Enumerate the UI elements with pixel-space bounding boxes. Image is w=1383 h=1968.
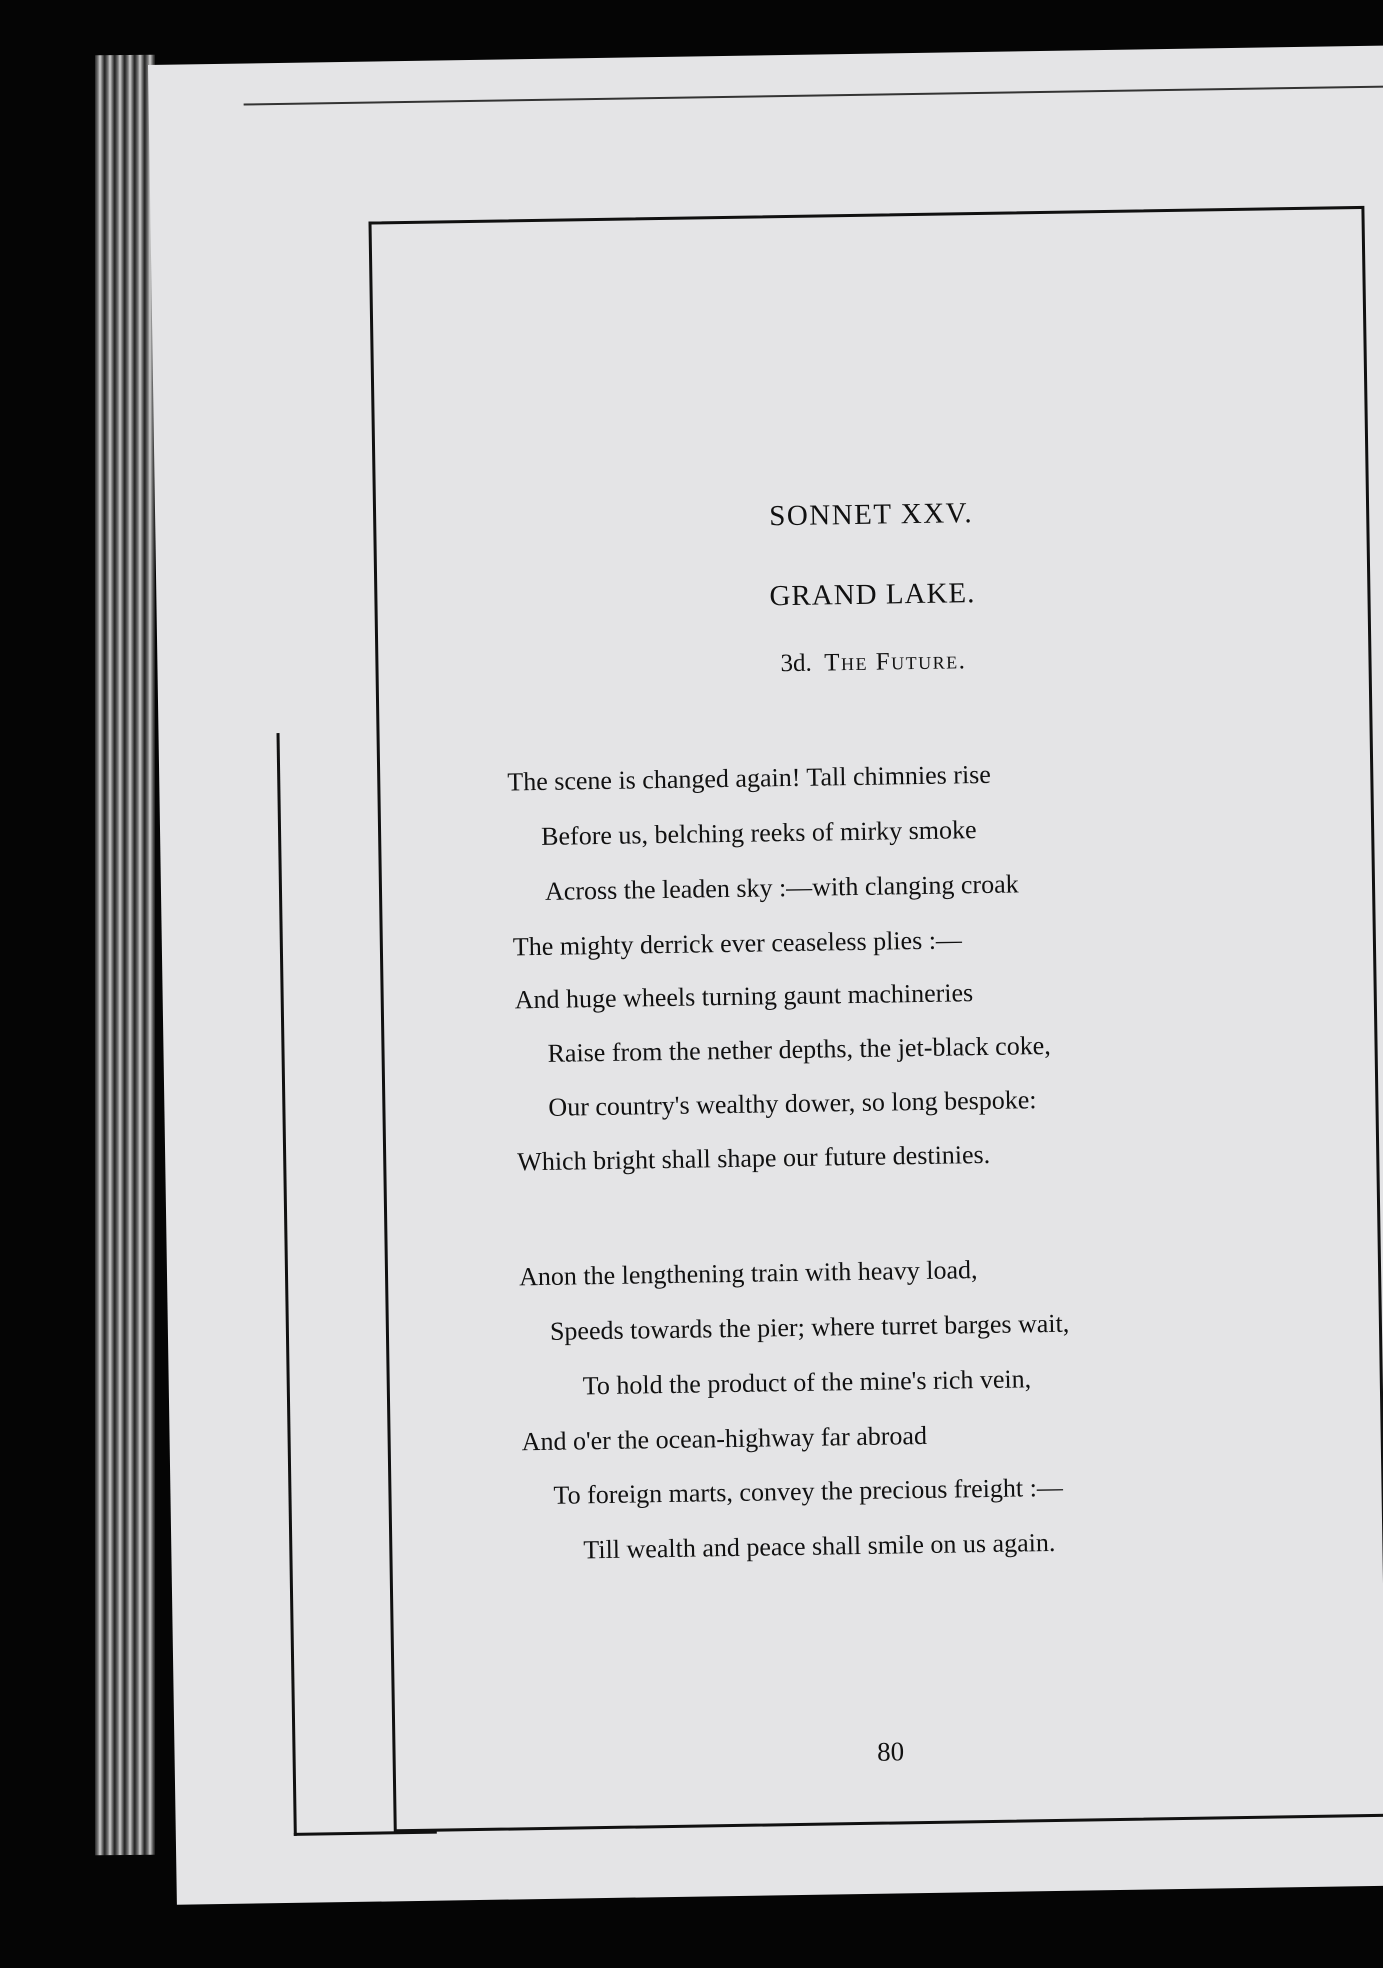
poem-line: Raise from the nether depths, the jet-black coke, [547, 1030, 1051, 1068]
poem-line: Our country's wealthy dower, so long bespoke: [548, 1085, 1037, 1122]
page-top-rule [244, 85, 1383, 105]
poem-line: Across the leaden sky :—with clanging croak [544, 869, 1019, 906]
poem-line: The scene is changed again! Tall chimnies rise [507, 759, 992, 797]
subtitle-number: 3d. [780, 649, 812, 678]
poem-line: Which bright shall shape our future destinies. [517, 1139, 991, 1177]
poem-line: Till wealth and peace shall smile on us again. [583, 1527, 1056, 1565]
poem-line: Before us, belching reeks of mirky smoke [540, 815, 977, 851]
sonnet-title: SONNET XXV. [768, 497, 974, 533]
poem-line: And huge wheels turning gaunt machineries [514, 978, 974, 1015]
book-spine-edge [95, 55, 155, 1856]
poem-line: To hold the product of the mine's rich vein, [582, 1364, 1032, 1401]
poem-line: Anon the lengthening train with heavy load, [518, 1255, 978, 1292]
poem-line: And o'er the ocean-highway far abroad [521, 1420, 928, 1457]
poem-line: To foreign marts, convey the precious freight :— [553, 1472, 1064, 1510]
poem-subtitle [378, 641, 1368, 685]
page-number: 80 [876, 1736, 905, 1767]
text-frame [368, 206, 1383, 1832]
poem-line: The mighty derrick ever ceaseless plies :— [512, 925, 963, 962]
poem-title: GRAND LAKE. [769, 577, 976, 613]
book-page [148, 45, 1383, 1905]
subtitle-text: The Future. [824, 647, 967, 677]
poem-line: Speeds towards the pier; where turret barges wait, [549, 1308, 1070, 1346]
